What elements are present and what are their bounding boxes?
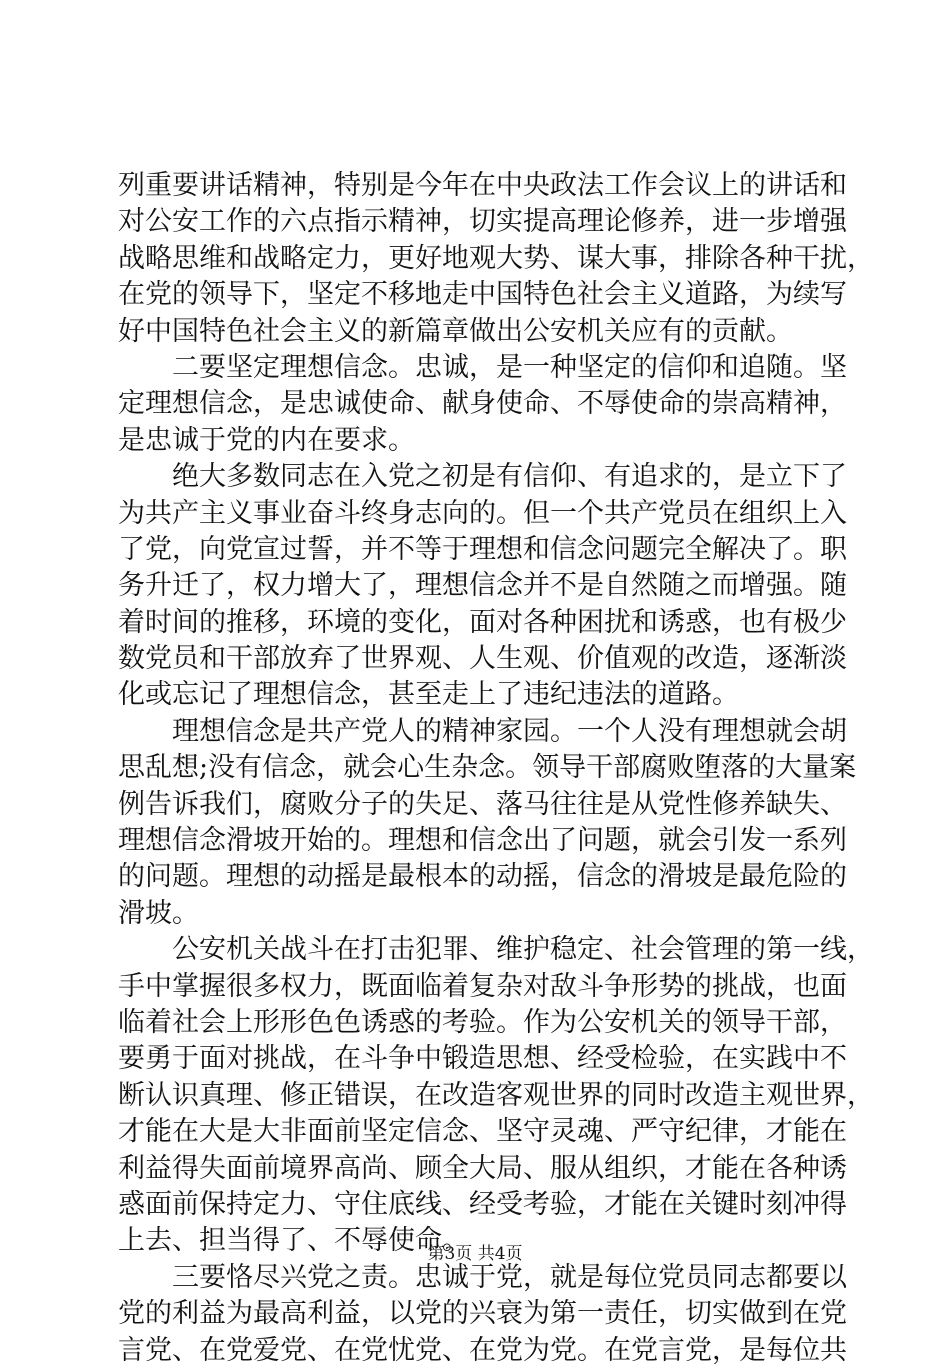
- text-line: 对公安工作的六点指示精神，切实提高理论修养，进一步增强: [118, 206, 847, 238]
- page-number: 第3页 共4页: [427, 1244, 523, 1264]
- text-line: 上去、担当得了、不辱使命。: [118, 1225, 469, 1257]
- text-line: 手中掌握很多权力，既面临着复杂对敌斗争形势的挑战，也面: [118, 970, 847, 1002]
- body-text: [118, 168, 874, 1369]
- text-line: 例告诉我们，腐败分子的失足、落马往往是从党性修养缺失、: [118, 788, 847, 820]
- text-line: 数党员和干部放弃了世界观、人生观、价值观的改造，逐渐淡: [118, 643, 847, 675]
- text-line: 了党，向党宣过誓，并不等于理想和信念问题完全解决了。职: [118, 533, 847, 565]
- text-line: 要勇于面对挑战，在斗争中锻造思想、经受检验，在实践中不: [118, 1043, 847, 1075]
- text-line: 好中国特色社会主义的新篇章做出公安机关应有的贡献。: [118, 315, 793, 347]
- text-line: 的问题。理想的动摇是最根本的动摇，信念的滑坡是最危险的: [118, 861, 847, 893]
- page-footer: [0, 1243, 950, 1265]
- text-line: 定理想信念，是忠诚使命、献身使命、不辱使命的崇高精神，: [118, 388, 847, 420]
- text-line: 公安机关战斗在打击犯罪、维护稳定、社会管理的第一线，: [118, 934, 874, 966]
- text-line: 利益得失面前境界高尚、顾全大局、服从组织，才能在各种诱: [118, 1152, 847, 1184]
- text-line: 二要坚定理想信念。忠诚，是一种坚定的信仰和追随。坚: [118, 351, 847, 383]
- text-line: 为共产主义事业奋斗终身志向的。但一个共产党员在组织上入: [118, 497, 847, 529]
- text-line: 思乱想;没有信念，就会心生杂念。领导干部腐败堕落的大量案: [118, 752, 857, 784]
- text-line: 在党的领导下，坚定不移地走中国特色社会主义道路，为续写: [118, 279, 847, 311]
- text-line: 才能在大是大非面前坚定信念、坚守灵魂、严守纪律，才能在: [118, 1116, 847, 1148]
- text-line: 三要恪尽兴党之责。忠诚于党，就是每位党员同志都要以: [118, 1261, 847, 1293]
- text-line: 着时间的推移，环境的变化，面对各种困扰和诱惑，也有极少: [118, 606, 847, 638]
- text-line: 惑面前保持定力、守住底线、经受考验，才能在关键时刻冲得: [118, 1188, 847, 1220]
- text-line: 列重要讲话精神，特别是今年在中央政法工作会议上的讲话和: [118, 170, 847, 201]
- text-line: 言党、在党爱党、在党忧党、在党为党。在党言党，是每位共: [118, 1334, 847, 1366]
- text-line: 战略思维和战略定力，更好地观大势、谋大事，排除各种干扰，: [118, 242, 874, 274]
- text-line: 理想信念是共产党人的精神家园。一个人没有理想就会胡: [118, 715, 847, 747]
- text-line: 滑坡。: [118, 897, 199, 929]
- text-line: 务升迁了，权力增大了，理想信念并不是自然随之而增强。随: [118, 570, 847, 602]
- text-line: 党的利益为最高利益，以党的兴衰为第一责任，切实做到在党: [118, 1298, 847, 1330]
- text-line: 是忠诚于党的内在要求。: [118, 424, 415, 456]
- text-line: 断认识真理、修正错误，在改造客观世界的同时改造主观世界，: [118, 1079, 874, 1111]
- text-line: 化或忘记了理想信念，甚至走上了违纪违法的道路。: [118, 679, 739, 711]
- text-line: 理想信念滑坡开始的。理想和信念出了问题，就会引发一系列: [118, 825, 847, 857]
- text-line: 临着社会上形形色色诱惑的考验。作为公安机关的领导干部，: [118, 1006, 847, 1038]
- text-line: 绝大多数同志在入党之初是有信仰、有追求的，是立下了: [118, 461, 847, 493]
